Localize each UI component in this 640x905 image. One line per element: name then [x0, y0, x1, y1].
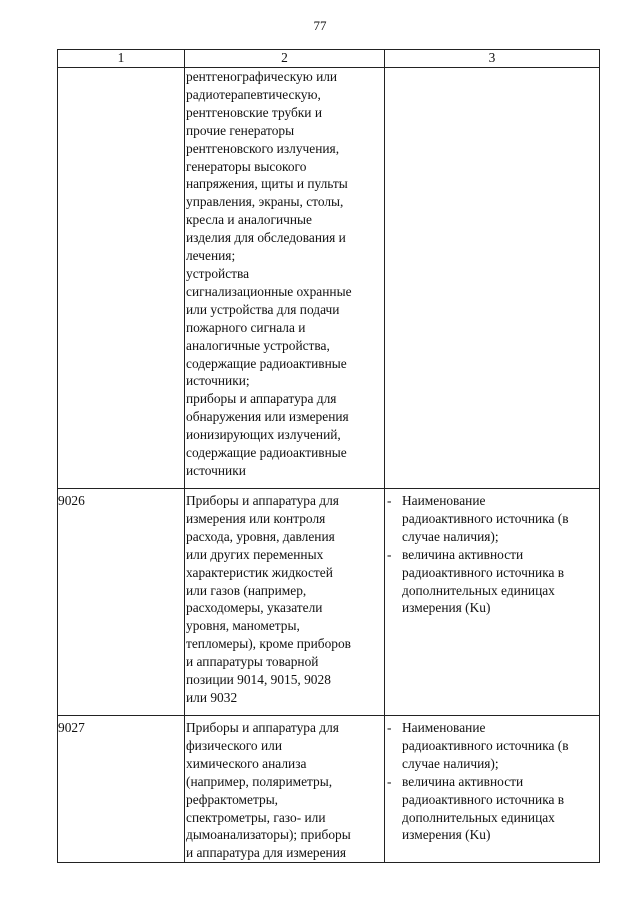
- description-line: напряжения, щиты и пульты: [186, 176, 348, 192]
- description-line: источники: [186, 462, 246, 478]
- description-line: содержащие радиоактивные: [186, 355, 347, 371]
- requirement-line: радиоактивного источника (в: [402, 510, 569, 526]
- description-cell: [185, 489, 385, 716]
- description-line: характеристик жидкостей: [186, 564, 333, 580]
- header-row: [58, 50, 600, 68]
- description-line: спектрометры, газо- или: [186, 809, 326, 825]
- description-line: обнаружения или измерения: [186, 409, 349, 425]
- description-line: измерения или контроля: [186, 510, 326, 526]
- description-line: расхода, уровня, давления: [186, 528, 335, 544]
- description-line: пожарного сигнала и: [186, 319, 306, 335]
- description-line: радиотерапевтическую,: [186, 86, 321, 102]
- list-dash: -: [387, 546, 392, 562]
- column-header-3: 3: [385, 50, 600, 68]
- description-line: уровня, манометры,: [186, 618, 300, 634]
- description-line: позиции 9014, 9015, 9028: [186, 672, 331, 688]
- description-line: тепломеры), кроме приборов: [186, 636, 352, 652]
- description-cell: [185, 716, 385, 863]
- requirement-line: измерения (Ku): [402, 827, 491, 843]
- table-row: [58, 716, 600, 863]
- description-line: химического анализа: [186, 755, 307, 771]
- description-line: аналогичные устройства,: [186, 337, 330, 353]
- description-line: сигнализационные охранные: [186, 283, 352, 299]
- description-line: источники;: [186, 373, 250, 389]
- description-cell: [185, 68, 385, 489]
- requirement-item: [385, 546, 599, 618]
- list-dash: -: [387, 720, 392, 735]
- requirement-line: величина активности: [402, 546, 524, 562]
- description-line: устройства: [186, 265, 250, 281]
- description-line: управления, экраны, столы,: [186, 194, 344, 210]
- requirements-cell: [385, 716, 600, 863]
- customs-table: [57, 49, 600, 863]
- description-line: рентгеновские трубки и: [186, 104, 322, 120]
- requirement-line: радиоактивного источника в: [402, 791, 565, 807]
- requirement-item: [385, 492, 599, 546]
- description-line: и аппаратуры товарной: [186, 654, 319, 670]
- description-line: физического или: [186, 737, 282, 753]
- description-line: и аппаратура для измерения: [186, 845, 347, 861]
- requirements-cell: [385, 489, 600, 716]
- description-line: или 9032: [186, 689, 238, 705]
- requirement-line: Наименование: [402, 493, 486, 508]
- requirement-line: Наименование: [402, 720, 486, 735]
- description-line: генераторы высокого: [186, 158, 307, 174]
- list-dash: -: [387, 773, 392, 789]
- description-line: (например, поляриметры,: [186, 773, 333, 789]
- description-line: лечения;: [186, 248, 236, 264]
- description-line: расходомеры, указатели: [186, 600, 323, 616]
- requirement-line: измерения (Ku): [402, 600, 491, 616]
- code-cell: 9027: [58, 716, 185, 863]
- requirement-line: величина активности: [402, 773, 524, 789]
- description-line: или устройства для подачи: [186, 301, 340, 317]
- requirement-line: случае наличия);: [402, 755, 499, 771]
- list-dash: -: [387, 493, 392, 508]
- description-line: рентгенографическую или: [186, 69, 338, 84]
- requirement-line: радиоактивного источника (в: [402, 737, 569, 753]
- table-row: [58, 68, 600, 489]
- code-cell: [58, 68, 185, 489]
- requirement-item: [385, 719, 599, 773]
- requirement-item: [385, 773, 599, 845]
- description-line: рефрактометры,: [186, 791, 279, 807]
- description-line: прочие генераторы: [186, 122, 295, 138]
- description-line: содержащие радиоактивные: [186, 445, 347, 461]
- page-number: 77: [313, 18, 327, 33]
- description-line: Приборы и аппаратура для: [186, 720, 339, 735]
- description-line: кресла и аналогичные: [186, 212, 312, 228]
- requirements-cell: [385, 68, 600, 489]
- column-header-2: 2: [185, 50, 385, 68]
- requirement-line: дополнительных единицах: [402, 809, 555, 825]
- description-line: или газов (например,: [186, 582, 307, 598]
- table-row: [58, 489, 600, 716]
- description-line: приборы и аппаратура для: [186, 391, 337, 407]
- code-cell: 9026: [58, 489, 185, 716]
- description-line: ионизирующих излучений,: [186, 427, 341, 443]
- description-line: рентгеновского излучения,: [186, 140, 340, 156]
- requirement-line: случае наличия);: [402, 528, 499, 544]
- requirement-line: дополнительных единицах: [402, 582, 555, 598]
- description-line: дымоанализаторы); приборы: [186, 827, 351, 843]
- column-header-1: 1: [58, 50, 185, 68]
- description-line: изделия для обследования и: [186, 230, 346, 246]
- requirement-line: радиоактивного источника в: [402, 564, 565, 580]
- description-line: или других переменных: [186, 546, 324, 562]
- description-line: Приборы и аппаратура для: [186, 493, 339, 508]
